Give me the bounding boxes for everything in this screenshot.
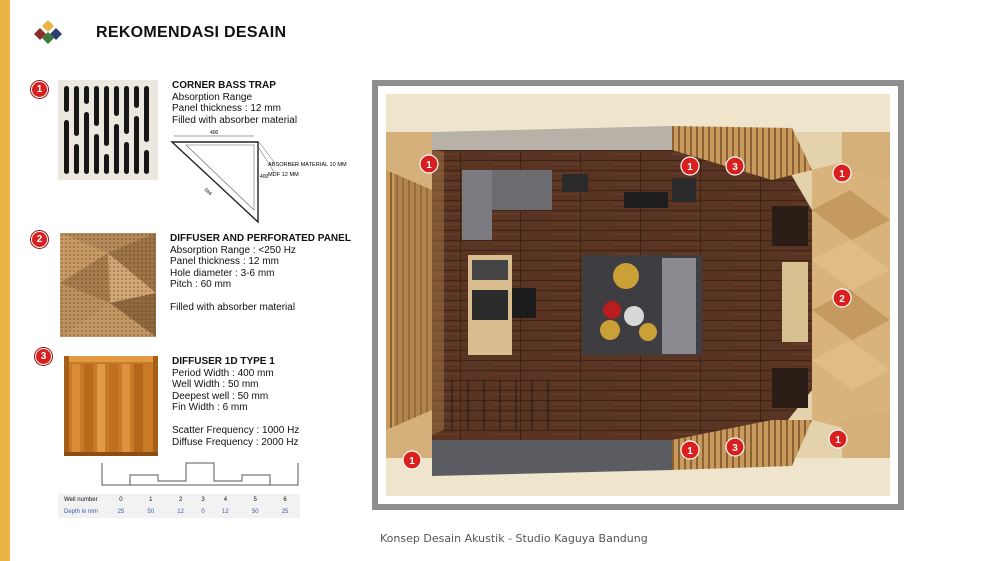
studio-floor-plan — [372, 80, 904, 510]
table-cell: 2 — [178, 497, 183, 503]
table-cell: 12 — [222, 509, 229, 515]
plan-badge — [726, 438, 744, 456]
svg-text:1: 1 — [687, 446, 693, 457]
plan-badge — [829, 430, 847, 448]
svg-text:1: 1 — [835, 435, 841, 446]
diagram-layer-label: MDF 12 MM — [268, 172, 299, 178]
diagram-dim-label: 566 — [202, 187, 213, 198]
spec-line: Deepest well : 50 mm — [172, 390, 269, 402]
page-title: REKOMENDASI DESAIN — [96, 24, 287, 41]
well-depth-table — [58, 494, 300, 518]
table-cell: 0 — [119, 497, 123, 503]
plan-badge — [420, 155, 438, 173]
item-number-badge: 2 — [31, 231, 48, 248]
plan-badge — [681, 441, 699, 459]
spec-line: Period Width : 400 mm — [172, 367, 274, 379]
spec-line: Absorption Range — [172, 91, 253, 103]
bass-trap-diagram — [164, 128, 364, 226]
diffuser-1d-photo — [64, 356, 158, 456]
plan-badge — [726, 157, 744, 175]
table-cell: 25 — [117, 509, 125, 515]
svg-text:3: 3 — [732, 162, 738, 173]
item-number-badge: 3 — [35, 348, 52, 365]
table-row-label: Depth in mm — [64, 509, 99, 515]
table-cell: 0 — [201, 509, 205, 515]
table-cell: 50 — [251, 509, 259, 515]
diffuser-1d-spec — [172, 356, 299, 448]
table-cell: 5 — [253, 497, 257, 503]
item-heading: DIFFUSER AND PERFORATED PANEL — [170, 233, 351, 244]
spec-line: Hole diameter : 3-6 mm — [170, 267, 275, 279]
spec-line: Filled with absorber material — [172, 114, 298, 126]
bass-trap-photo — [58, 80, 158, 180]
diffuser-panel-spec — [170, 233, 351, 314]
spec-line: Fin Width : 6 mm — [172, 402, 248, 414]
item-number-badge: 1 — [31, 81, 48, 98]
svg-text:1: 1 — [839, 169, 845, 180]
spec-line: Well Width : 50 mm — [172, 379, 259, 391]
table-cell: 1 — [149, 497, 153, 503]
svg-text:1: 1 — [409, 456, 415, 467]
table-cell: 6 — [283, 497, 287, 503]
spec-line: Filled with absorber material — [170, 301, 296, 313]
item-heading: DIFFUSER 1D TYPE 1 — [172, 356, 275, 367]
spec-line: Pitch : 60 mm — [170, 279, 232, 291]
table-cell: 3 — [201, 497, 205, 503]
svg-text:2: 2 — [839, 294, 845, 305]
table-cell: 12 — [177, 509, 184, 515]
plan-badge — [833, 164, 851, 182]
brand-logo-icon — [30, 20, 66, 44]
diagram-layer-label: ABSORBER MATERIAL 10 MM — [268, 162, 347, 168]
table-cell: 50 — [147, 509, 155, 515]
footer-caption: Konsep Desain Akustik - Studio Kaguya Bandung — [380, 532, 648, 545]
plan-badge — [403, 451, 421, 469]
svg-text:1: 1 — [426, 160, 432, 171]
spec-line: Panel thickness : 12 mm — [170, 256, 279, 268]
bass-trap-spec — [172, 80, 297, 126]
diffuser-well-profile — [100, 461, 300, 487]
spec-line: Diffuse Frequency : 2000 Hz — [172, 436, 299, 448]
table-cell: 4 — [223, 497, 228, 503]
svg-text:3: 3 — [732, 443, 738, 454]
diagram-dim-label: 400 — [260, 174, 269, 180]
accent-bar — [0, 0, 10, 561]
plan-badge — [681, 157, 699, 175]
diagram-dim-label: 400 — [210, 130, 219, 136]
svg-text:1: 1 — [687, 162, 693, 173]
spec-line: Absorption Range : <250 Hz — [170, 244, 296, 256]
diffuser-panel-photo — [60, 233, 156, 337]
table-cell: 25 — [281, 509, 289, 515]
plan-badge — [833, 289, 851, 307]
item-heading: CORNER BASS TRAP — [172, 80, 276, 91]
spec-line: Panel thickness : 12 mm — [172, 103, 281, 115]
spec-line: Scatter Frequency : 1000 Hz — [172, 424, 300, 436]
table-row-label: Well number — [64, 497, 98, 503]
